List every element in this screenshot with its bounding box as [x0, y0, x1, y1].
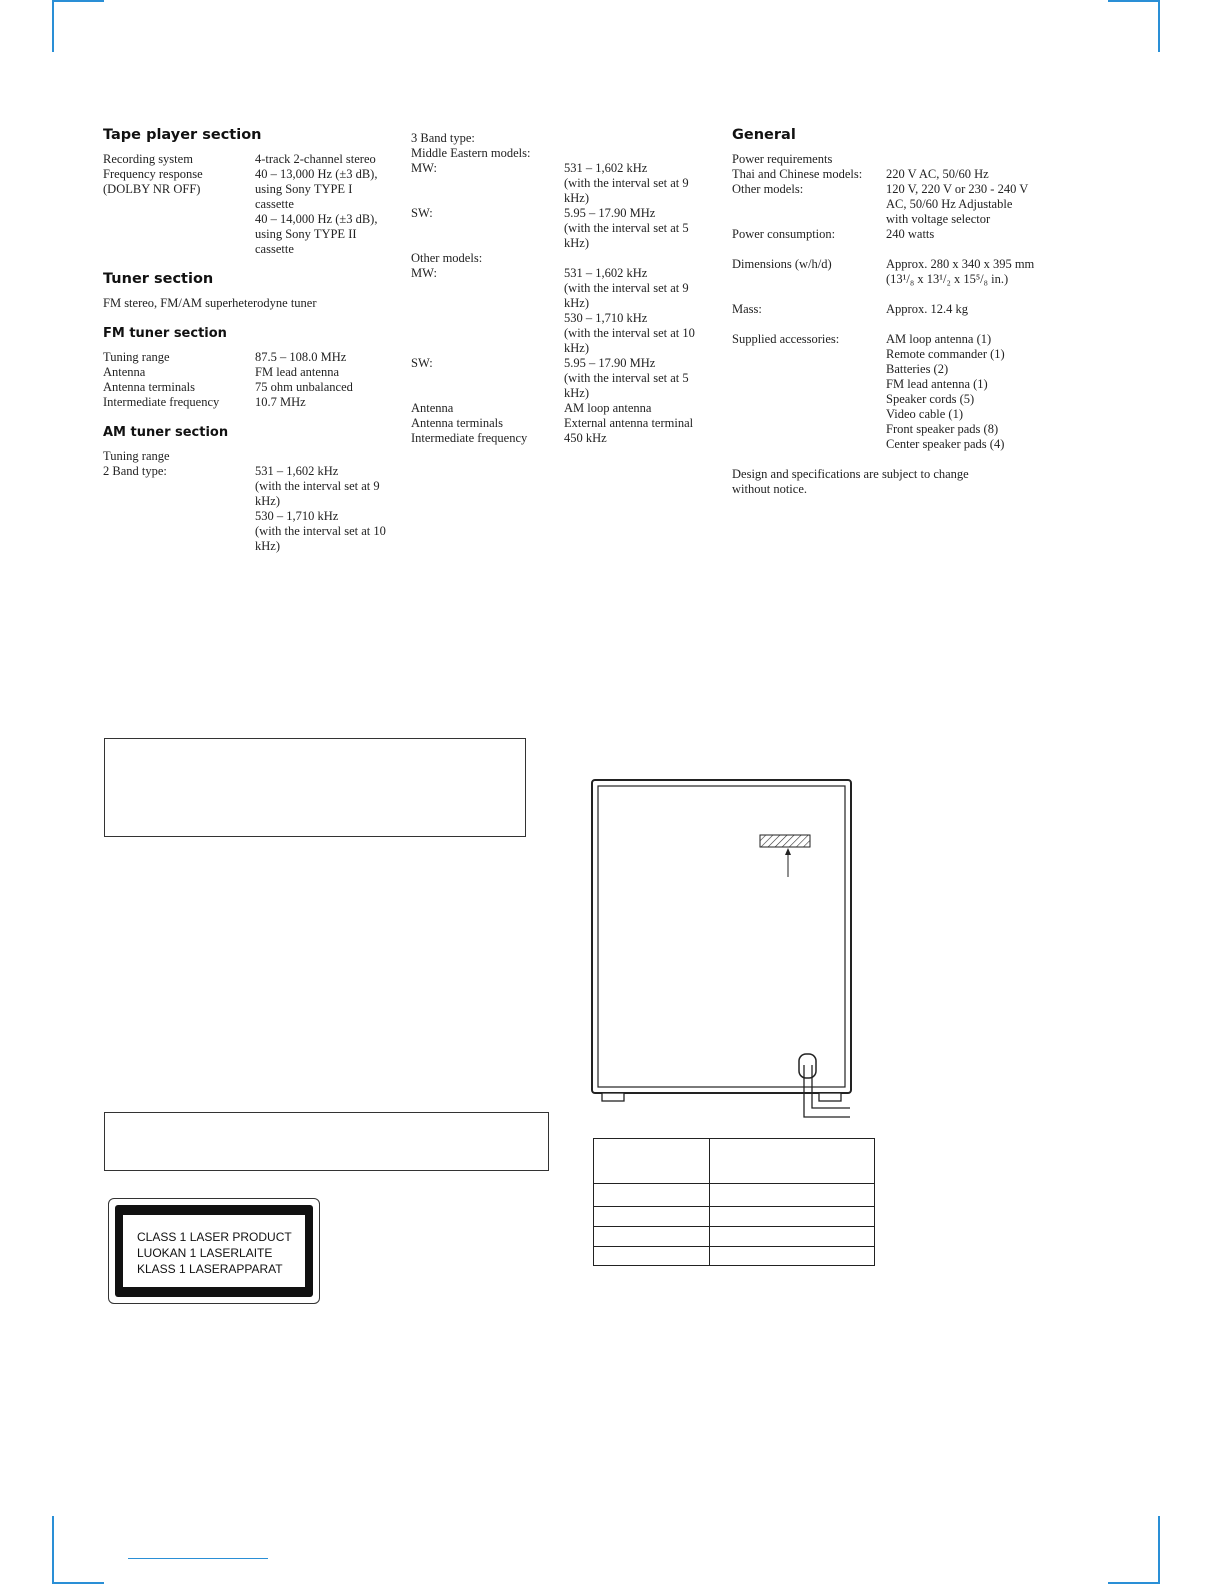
spec-row — [732, 182, 1052, 227]
laser-product-label — [108, 1198, 320, 1304]
spec-value-line: kHz) — [564, 191, 589, 205]
spec-label: Recording system — [103, 152, 193, 166]
spec-value-line: AC, 50/60 Hz Adjustable — [886, 197, 1013, 211]
spec-value — [886, 302, 1052, 317]
spec-label: Antenna terminals — [411, 416, 503, 430]
spec-row — [411, 206, 716, 251]
spec-column-3 — [732, 128, 1052, 497]
fm-section-title: FM tuner section — [103, 326, 227, 341]
spec-value-line: using Sony TYPE II — [255, 227, 357, 241]
spec-value-line: Approx. 280 x 340 x 395 mm — [886, 257, 1035, 271]
crop-mark-top-right-h — [1108, 0, 1160, 2]
spec-value-line: Speaker cords (5) — [886, 392, 975, 406]
spec-value — [255, 365, 408, 380]
spec-value-line: kHz) — [564, 386, 589, 400]
spec-value-line: kHz) — [564, 341, 589, 355]
spec-value — [255, 464, 408, 554]
spec-value-line: Video cable (1) — [886, 407, 963, 421]
spec-value-line: Center speaker pads (4) — [886, 437, 1005, 451]
am-rows — [103, 449, 408, 554]
tuner-section-title: Tuner section — [103, 271, 214, 287]
spec-label: Tuning range — [103, 449, 170, 463]
crop-mark-top-left-v — [52, 0, 54, 52]
spec-value — [886, 227, 1052, 242]
spec-value — [564, 431, 716, 446]
general-rows — [732, 227, 1052, 452]
spec-value — [255, 449, 408, 464]
spec-value — [564, 206, 716, 251]
spec-row — [732, 257, 1052, 287]
spec-value — [255, 380, 408, 395]
power-rows — [732, 167, 1052, 227]
spec-value-line — [255, 449, 408, 464]
spec-value-line: 531 – 1,602 kHz — [564, 161, 648, 175]
crop-mark-bottom-right-v — [1158, 1516, 1160, 1584]
spec-label: Thai and Chinese models: — [732, 167, 863, 181]
spec-row — [103, 365, 408, 380]
spec-label: Intermediate frequency — [411, 431, 528, 445]
spec-value-line: 75 ohm unbalanced — [255, 380, 353, 394]
foot-left — [602, 1093, 624, 1101]
spec-row — [103, 167, 408, 182]
band3-other-heading: Other models: — [411, 251, 483, 265]
spec-label: Supplied accessories: — [732, 332, 840, 346]
spec-value-line: (with the interval set at 5 — [564, 371, 689, 385]
spec-value-line: 4-track 2-channel stereo — [255, 152, 376, 166]
spec-value-line: 40 – 14,000 Hz (±3 dB), — [255, 212, 378, 226]
power-heading: Power requirements — [732, 152, 833, 166]
spec-label: Other models: — [732, 182, 804, 196]
spec-row — [103, 380, 408, 395]
spec-value — [886, 182, 1052, 227]
spec-value-line: AM loop antenna — [564, 401, 652, 415]
spec-value-line: (with the interval set at 9 — [564, 176, 689, 190]
spec-label: Intermediate frequency — [103, 395, 220, 409]
crop-mark-bottom-left-v — [52, 1516, 54, 1584]
crop-mark-top-left-h — [52, 0, 104, 2]
spec-value-line: 530 – 1,710 kHz — [564, 311, 648, 325]
cord-outlet — [799, 1054, 816, 1078]
rear-panel-diagram — [585, 775, 860, 1135]
spec-value-line: 220 V AC, 50/60 Hz — [886, 167, 989, 181]
spec-label: MW: — [411, 161, 437, 175]
spec-value-line: kHz) — [564, 296, 589, 310]
band3-middle-heading: Middle Eastern models: — [411, 146, 531, 160]
spec-row — [732, 227, 1052, 242]
band3-other-rows — [411, 266, 716, 401]
general-note — [732, 467, 1052, 497]
laser-label-line: LUOKAN 1 LASERLAITE — [137, 1246, 273, 1260]
tape-section-title: Tape player section — [103, 127, 262, 143]
spec-row — [103, 395, 408, 410]
spec-value-line: Batteries (2) — [886, 362, 949, 376]
spec-label: 2 Band type: — [103, 464, 167, 478]
spec-value-line: 450 kHz — [564, 431, 607, 445]
tuner-description: FM stereo, FM/AM superheterodyne tuner — [103, 296, 317, 310]
spec-value — [886, 257, 1052, 287]
spec-value-line: using Sony TYPE I — [255, 182, 353, 196]
spec-row — [103, 182, 408, 257]
spec-value-line: cassette — [255, 242, 294, 256]
spec-row — [411, 431, 716, 446]
spec-value — [255, 152, 408, 167]
spec-value-line: 40 – 13,000 Hz (±3 dB), — [255, 167, 378, 181]
general-section-title: General — [732, 127, 796, 143]
spec-label: Antenna terminals — [103, 380, 195, 394]
spec-value-line: with voltage selector — [886, 212, 991, 226]
general-note-line: without notice. — [732, 482, 807, 496]
spec-value-line: FM lead antenna (1) — [886, 377, 988, 391]
spec-label: Mass: — [732, 302, 762, 316]
spec-value — [564, 161, 716, 206]
general-note-line: Design and specifications are subject to change — [732, 467, 969, 481]
band3-heading: 3 Band type: — [411, 131, 475, 145]
spec-value-line: (13¹/₈ x 13¹/₂ x 15⁵/₈ in.) — [886, 272, 1009, 286]
foot-right — [819, 1093, 841, 1101]
spec-row — [411, 416, 716, 431]
spec-value-line: kHz) — [564, 236, 589, 250]
spec-label: Antenna — [103, 365, 146, 379]
spec-value-line: FM lead antenna — [255, 365, 340, 379]
spec-value-line: kHz) — [255, 539, 280, 553]
spec-label: Power consumption: — [732, 227, 836, 241]
spec-value-line: (with the interval set at 9 — [255, 479, 380, 493]
spec-row — [732, 302, 1052, 317]
spec-label: SW: — [411, 356, 433, 370]
spec-value-line: 120 V, 220 V or 230 - 240 V — [886, 182, 1029, 196]
blank-notice-box-top — [104, 738, 526, 837]
model-table — [593, 1138, 875, 1266]
spec-value-line: 531 – 1,602 kHz — [255, 464, 339, 478]
laser-label-line: KLASS 1 LASERAPPARAT — [137, 1262, 283, 1276]
spec-label: Antenna — [411, 401, 454, 415]
spec-value-line: Front speaker pads (8) — [886, 422, 999, 436]
spec-row — [411, 161, 716, 206]
spec-value-line: Approx. 12.4 kg — [886, 302, 968, 316]
spec-value — [886, 332, 1052, 452]
spec-value-line: kHz) — [255, 494, 280, 508]
spec-column-1 — [103, 128, 408, 554]
fm-rows — [103, 350, 408, 410]
spec-value-line: AM loop antenna (1) — [886, 332, 992, 346]
spec-value — [564, 266, 716, 356]
spec-column-2 — [411, 131, 716, 446]
spec-row — [732, 332, 1052, 452]
spec-value — [564, 356, 716, 401]
spec-value-line: cassette — [255, 197, 294, 211]
spec-row — [411, 356, 716, 401]
spec-value-line: 10.7 MHz — [255, 395, 306, 409]
spec-value — [255, 182, 408, 257]
tape-rows — [103, 152, 408, 257]
spec-label: (DOLBY NR OFF) — [103, 182, 201, 196]
spec-row — [411, 401, 716, 416]
spec-value-line: (with the interval set at 10 — [255, 524, 386, 538]
band3-rows — [411, 401, 716, 446]
spec-value — [255, 167, 408, 182]
spec-row — [103, 449, 408, 464]
spec-value-line: (with the interval set at 10 — [564, 326, 695, 340]
spec-value-line: (with the interval set at 9 — [564, 281, 689, 295]
spec-value-line: 87.5 – 108.0 MHz — [255, 350, 347, 364]
spec-value-line: 240 watts — [886, 227, 935, 241]
spec-label: SW: — [411, 206, 433, 220]
spec-value — [564, 401, 716, 416]
am-section-title: AM tuner section — [103, 425, 229, 440]
spec-row — [103, 350, 408, 365]
spec-row — [103, 464, 408, 554]
spec-label: MW: — [411, 266, 437, 280]
spec-value — [564, 416, 716, 431]
blank-notice-box-bottom — [104, 1112, 549, 1171]
spec-value-line: 5.95 – 17.90 MHz — [564, 356, 656, 370]
label-location-hatch — [760, 835, 810, 847]
spec-value — [886, 167, 1052, 182]
spec-value-line: 530 – 1,710 kHz — [255, 509, 339, 523]
spec-row — [103, 152, 408, 167]
spec-value — [255, 395, 408, 410]
spec-value-line: 5.95 – 17.90 MHz — [564, 206, 656, 220]
footer-rule — [128, 1558, 268, 1559]
spec-value-line: (with the interval set at 5 — [564, 221, 689, 235]
spec-label: Tuning range — [103, 350, 170, 364]
spec-value-line: 531 – 1,602 kHz — [564, 266, 648, 280]
band3-middle-rows — [411, 161, 716, 251]
crop-mark-top-right-v — [1158, 0, 1160, 52]
laser-label-line: CLASS 1 LASER PRODUCT — [137, 1230, 292, 1244]
spec-value-line: Remote commander (1) — [886, 347, 1005, 361]
spec-value — [255, 350, 408, 365]
spec-row — [411, 266, 716, 356]
spec-label: Frequency response — [103, 167, 203, 181]
spec-label: Dimensions (w/h/d) — [732, 257, 832, 271]
spec-row — [732, 167, 1052, 182]
spec-value-line: External antenna terminal — [564, 416, 694, 430]
